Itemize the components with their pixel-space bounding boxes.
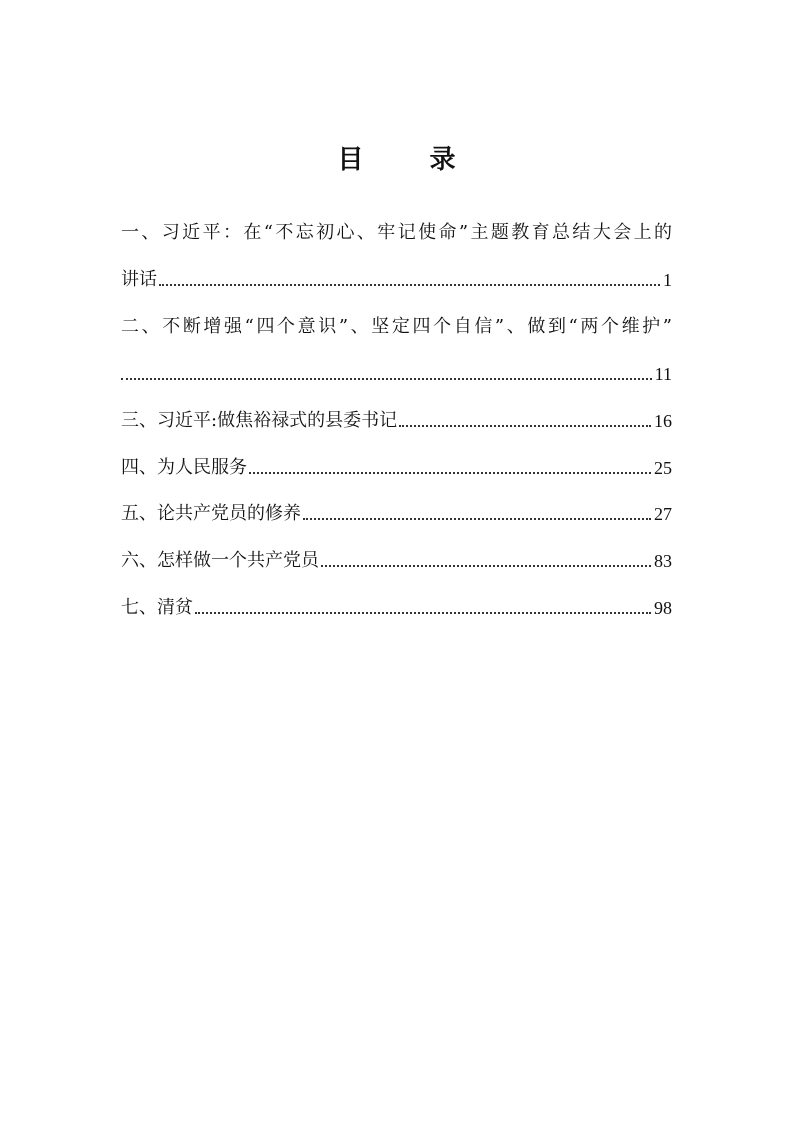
dot-leader [121,378,652,380]
toc-entry-label: 讲话 [121,269,157,290]
toc-entry-1-line-1[interactable] [121,215,672,245]
toc-entry-2-line-2[interactable] [121,356,672,386]
dot-leader [195,612,651,614]
toc-entry-label: 六、怎样做一个共产党员 [121,550,319,571]
toc-page-number: 1 [663,270,672,290]
dot-leader [321,565,651,567]
toc-entry-6[interactable] [121,543,672,573]
toc-page-number: 83 [654,551,672,571]
toc-entry-5[interactable] [121,496,672,526]
toc-entry-4[interactable] [121,450,672,480]
dot-leader [159,284,660,286]
toc-entry-2-line-1[interactable] [121,309,672,339]
toc-entry-1-line-2[interactable] [121,262,672,292]
toc-page-number: 16 [654,411,672,431]
toc-entry-label: 四、为人民服务 [121,457,247,478]
toc-entry-label: 五、论共产党员的修养 [121,503,301,524]
toc-page-number: 98 [654,598,672,618]
toc-entry-label: 七、清贫 [121,597,193,618]
dot-leader [399,425,651,427]
toc-title: 目 录 [337,145,476,175]
dot-leader [303,518,651,520]
toc-entry-7[interactable] [121,590,672,620]
toc-entry-label: 二、不断增强“四个意识”、坚定四个自信”、做到“两个维护” [121,316,672,337]
toc-entry-label: 三、习近平:做焦裕禄式的县委书记 [121,410,398,431]
toc-page-number: 27 [654,504,672,524]
dot-leader [249,472,651,474]
toc-page-number: 25 [654,458,672,478]
toc-entry-3[interactable] [121,403,672,433]
toc-entry-label: 一、习近平：在“不忘初心、牢记使命”主题教育总结大会上的 [121,222,672,243]
toc-page-number: 11 [654,364,672,384]
